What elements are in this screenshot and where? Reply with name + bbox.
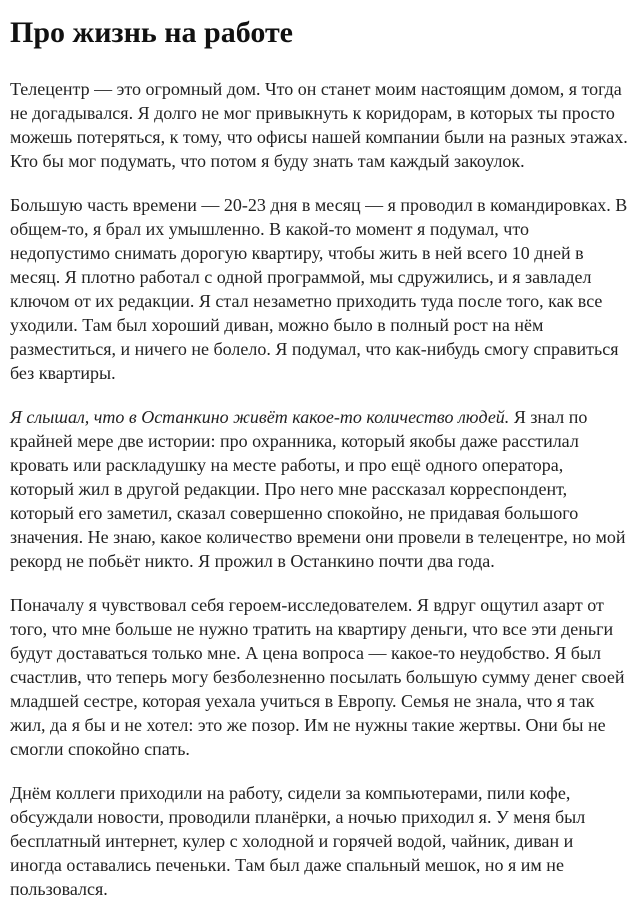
paragraph-text: Днём коллеги приходили на работу, сидели за компьютерами, пили кофе, обсуждали новости, проводили планёрки, а ночью приходил я. У меня был бесплатный интернет, кулер с холодной и горячей водой, чайник, диван и иногда оставались печеньки. Там был даже спальный мешок, но я им не пользовался.	[10, 783, 586, 899]
paragraph	[10, 405, 628, 573]
page-title: Про жизнь на работе	[10, 16, 293, 49]
paragraph-text: Я знал по крайней мере две истории: про охранника, который якобы даже расстилал кровать или раскладушку на месте работы, и про ещё одного оператора, который жил в другой редакции. Про него мне рассказал корреспондент, который его заметил, сказал совершенно спокойно, не придавая большого значения. Не знаю, какое количество времени они провели в телецентре, но мой рекорд не побьёт никто. Я прожил в Останкино почти два года.	[10, 407, 626, 571]
paragraph	[10, 781, 628, 901]
paragraph	[10, 193, 628, 385]
paragraph-text: Поначалу я чувствовал себя героем-исследователем. Я вдруг ощутил азарт от того, что мне больше не нужно тратить на квартиру деньги, что все эти деньги будут доставаться только мне. А цена вопроса — какое-то неудобство. Я был счастлив, что теперь могу безболезненно посылать большую сумму денег своей младшей сестре, которая уехала учиться в Европу. Семья не знала, что я так жил, да я бы и не хотел: это же позор. Им не нужны такие жертвы. Они бы не смогли спокойно спать.	[10, 595, 625, 759]
paragraph	[10, 593, 628, 761]
paragraph-text: Телецентр — это огромный дом. Что он станет моим настоящим домом, я тогда не догадывался. Я долго не мог привыкнуть к коридорам, в которых ты просто можешь потеряться, к тому, что офисы нашей компании были на разных этажах. Кто бы мог подумать, что потом я буду знать там каждый закоулок.	[10, 79, 628, 171]
paragraph	[10, 77, 628, 173]
paragraph-text: Большую часть времени — 20-23 дня в месяц — я проводил в командировках. В общем-то, я брал их умышленно. В какой-то момент я подумал, что недопустимо снимать дорогую квартиру, чтобы жить в ней всего 10 дней в месяц. Я плотно работал с одной программой, мы сдружились, и я завладел ключом от их редакции. Я стал незаметно приходить туда после того, как все уходили. Там был хороший диван, можно было в полный рост на нём разместиться, и ничего не болело. Я подумал, что как-нибудь смогу справиться без квартиры.	[10, 195, 628, 383]
italic-lead-sentence: Я слышал, что в Останкино живёт какое-то количество людей.	[10, 407, 510, 427]
